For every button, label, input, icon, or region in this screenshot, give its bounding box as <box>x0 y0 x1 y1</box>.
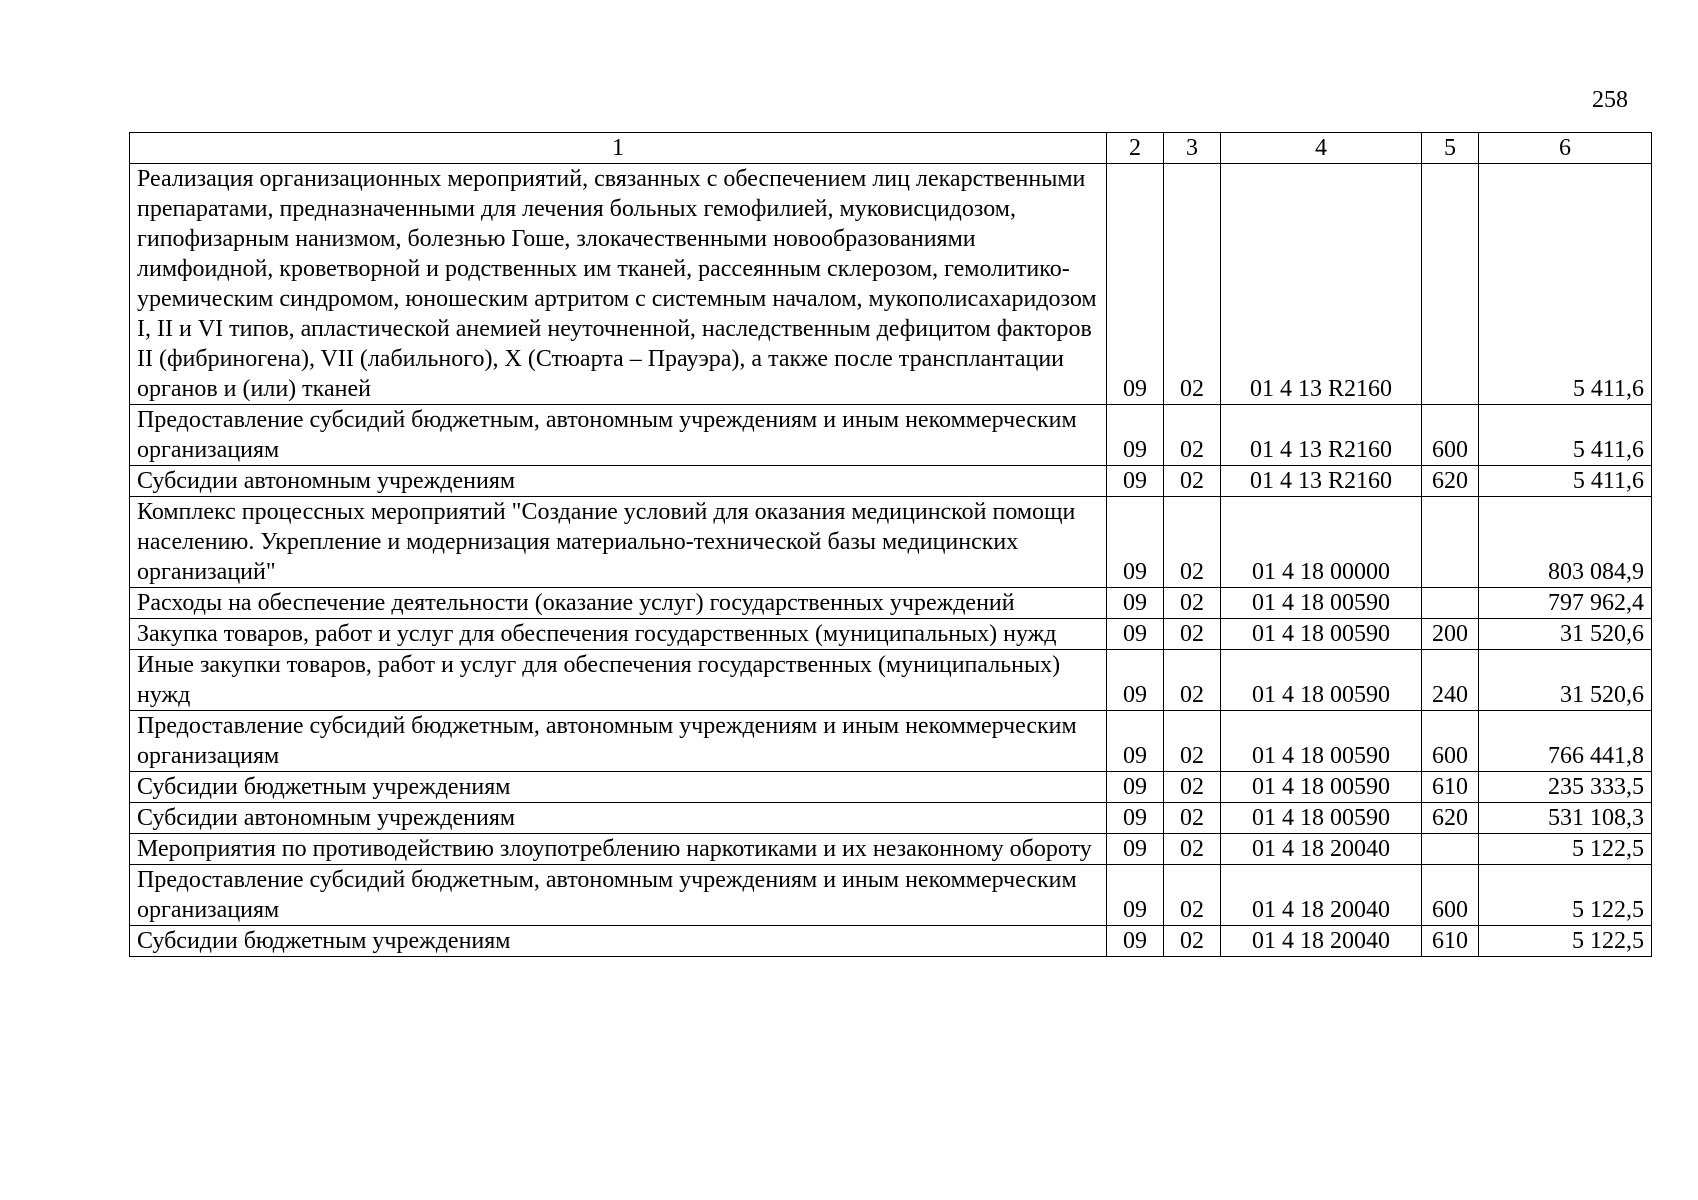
row-subsection: 02 <box>1164 588 1221 619</box>
row-name: Предоставление субсидий бюджетным, автономным учреждениям и иным некоммерческим организациям <box>130 711 1107 772</box>
row-subsection: 02 <box>1164 466 1221 497</box>
row-expense-type: 240 <box>1422 650 1479 711</box>
row-target-article: 01 4 18 00590 <box>1221 772 1422 803</box>
row-section: 09 <box>1107 405 1164 466</box>
row-subsection: 02 <box>1164 497 1221 588</box>
row-name: Закупка товаров, работ и услуг для обеспечения государственных (муниципальных) нужд <box>130 619 1107 650</box>
row-sum: 5 411,6 <box>1479 164 1652 405</box>
table-row <box>130 711 1652 772</box>
row-name: Субсидии бюджетным учреждениям <box>130 772 1107 803</box>
row-section: 09 <box>1107 497 1164 588</box>
row-target-article: 01 4 18 00590 <box>1221 619 1422 650</box>
row-target-article: 01 4 18 20040 <box>1221 834 1422 865</box>
table-row <box>130 466 1652 497</box>
row-target-article: 01 4 13 R2160 <box>1221 164 1422 405</box>
row-sum: 5 122,5 <box>1479 865 1652 926</box>
row-sum: 5 122,5 <box>1479 834 1652 865</box>
row-subsection: 02 <box>1164 650 1221 711</box>
row-target-article: 01 4 18 00590 <box>1221 588 1422 619</box>
row-expense-type: 600 <box>1422 865 1479 926</box>
row-subsection: 02 <box>1164 772 1221 803</box>
header-cell-3: 3 <box>1164 133 1221 164</box>
page-number: 258 <box>1592 87 1628 113</box>
row-name: Расходы на обеспечение деятельности (оказание услуг) государственных учреждений <box>130 588 1107 619</box>
row-expense-type <box>1422 834 1479 865</box>
row-target-article: 01 4 13 R2160 <box>1221 466 1422 497</box>
row-target-article: 01 4 18 20040 <box>1221 865 1422 926</box>
row-sum: 531 108,3 <box>1479 803 1652 834</box>
header-cell-6: 6 <box>1479 133 1652 164</box>
row-name: Мероприятия по противодействию злоупотреблению наркотиками и их незаконному обороту <box>130 834 1107 865</box>
budget-table <box>129 132 1652 957</box>
table-row <box>130 772 1652 803</box>
row-section: 09 <box>1107 865 1164 926</box>
row-sum: 235 333,5 <box>1479 772 1652 803</box>
row-section: 09 <box>1107 834 1164 865</box>
row-target-article: 01 4 18 00590 <box>1221 711 1422 772</box>
row-sum: 5 122,5 <box>1479 926 1652 957</box>
row-name: Комплекс процессных мероприятий "Создание условий для оказания медицинской помощи населению. Укрепление и модернизация материально-технической базы медицинских организаций" <box>130 497 1107 588</box>
row-name: Реализация организационных мероприятий, связанных с обеспечением лиц лекарственными препаратами, предназначенными для лечения больных гемофилией, муковисцидозом, гипофизарным нанизмом, болезнью Гоше, злокачественными новообразованиями лимфоидной, кроветворной и родственных им тканей, рассеянным склерозом, гемолитико-уремическим синдромом, юношеским артритом с системным началом, мукополисахаридозом I, II и VI типов, апластической анемией неуточненной, наследственным дефицитом факторов II (фибриногена), VII (лабильного), X (Стюарта – Прауэра), а также после трансплантации органов и (или) тканей <box>130 164 1107 405</box>
row-subsection: 02 <box>1164 803 1221 834</box>
row-sum: 31 520,6 <box>1479 650 1652 711</box>
row-subsection: 02 <box>1164 619 1221 650</box>
row-name: Субсидии бюджетным учреждениям <box>130 926 1107 957</box>
row-sum: 803 084,9 <box>1479 497 1652 588</box>
row-expense-type: 610 <box>1422 772 1479 803</box>
row-subsection: 02 <box>1164 164 1221 405</box>
row-expense-type: 200 <box>1422 619 1479 650</box>
row-subsection: 02 <box>1164 834 1221 865</box>
row-section: 09 <box>1107 466 1164 497</box>
table-row <box>130 650 1652 711</box>
row-sum: 797 962,4 <box>1479 588 1652 619</box>
header-cell-4: 4 <box>1221 133 1422 164</box>
table-row <box>130 405 1652 466</box>
row-subsection: 02 <box>1164 926 1221 957</box>
row-expense-type <box>1422 588 1479 619</box>
table-row <box>130 803 1652 834</box>
row-section: 09 <box>1107 650 1164 711</box>
row-expense-type: 620 <box>1422 466 1479 497</box>
row-subsection: 02 <box>1164 865 1221 926</box>
row-name: Предоставление субсидий бюджетным, автономным учреждениям и иным некоммерческим организациям <box>130 865 1107 926</box>
table-row <box>130 834 1652 865</box>
row-subsection: 02 <box>1164 405 1221 466</box>
row-name: Предоставление субсидий бюджетным, автономным учреждениям и иным некоммерческим организациям <box>130 405 1107 466</box>
row-expense-type: 600 <box>1422 711 1479 772</box>
row-target-article: 01 4 18 20040 <box>1221 926 1422 957</box>
row-target-article: 01 4 18 00590 <box>1221 803 1422 834</box>
header-cell-5: 5 <box>1422 133 1479 164</box>
table-row <box>130 865 1652 926</box>
header-cell-2: 2 <box>1107 133 1164 164</box>
row-expense-type: 610 <box>1422 926 1479 957</box>
header-row <box>130 133 1652 164</box>
row-section: 09 <box>1107 772 1164 803</box>
row-section: 09 <box>1107 588 1164 619</box>
row-expense-type: 600 <box>1422 405 1479 466</box>
table-row <box>130 164 1652 405</box>
row-section: 09 <box>1107 164 1164 405</box>
row-name: Иные закупки товаров, работ и услуг для обеспечения государственных (муниципальных) нужд <box>130 650 1107 711</box>
header-cell-1: 1 <box>130 133 1107 164</box>
table-row <box>130 497 1652 588</box>
row-name: Субсидии автономным учреждениям <box>130 466 1107 497</box>
row-expense-type: 620 <box>1422 803 1479 834</box>
row-subsection: 02 <box>1164 711 1221 772</box>
row-name: Субсидии автономным учреждениям <box>130 803 1107 834</box>
row-target-article: 01 4 18 00000 <box>1221 497 1422 588</box>
row-target-article: 01 4 18 00590 <box>1221 650 1422 711</box>
row-target-article: 01 4 13 R2160 <box>1221 405 1422 466</box>
row-section: 09 <box>1107 803 1164 834</box>
table-row <box>130 619 1652 650</box>
row-sum: 5 411,6 <box>1479 405 1652 466</box>
row-expense-type <box>1422 497 1479 588</box>
row-section: 09 <box>1107 619 1164 650</box>
row-sum: 766 441,8 <box>1479 711 1652 772</box>
row-expense-type <box>1422 164 1479 405</box>
row-sum: 5 411,6 <box>1479 466 1652 497</box>
table-row <box>130 926 1652 957</box>
table-row <box>130 588 1652 619</box>
row-section: 09 <box>1107 711 1164 772</box>
row-sum: 31 520,6 <box>1479 619 1652 650</box>
row-section: 09 <box>1107 926 1164 957</box>
